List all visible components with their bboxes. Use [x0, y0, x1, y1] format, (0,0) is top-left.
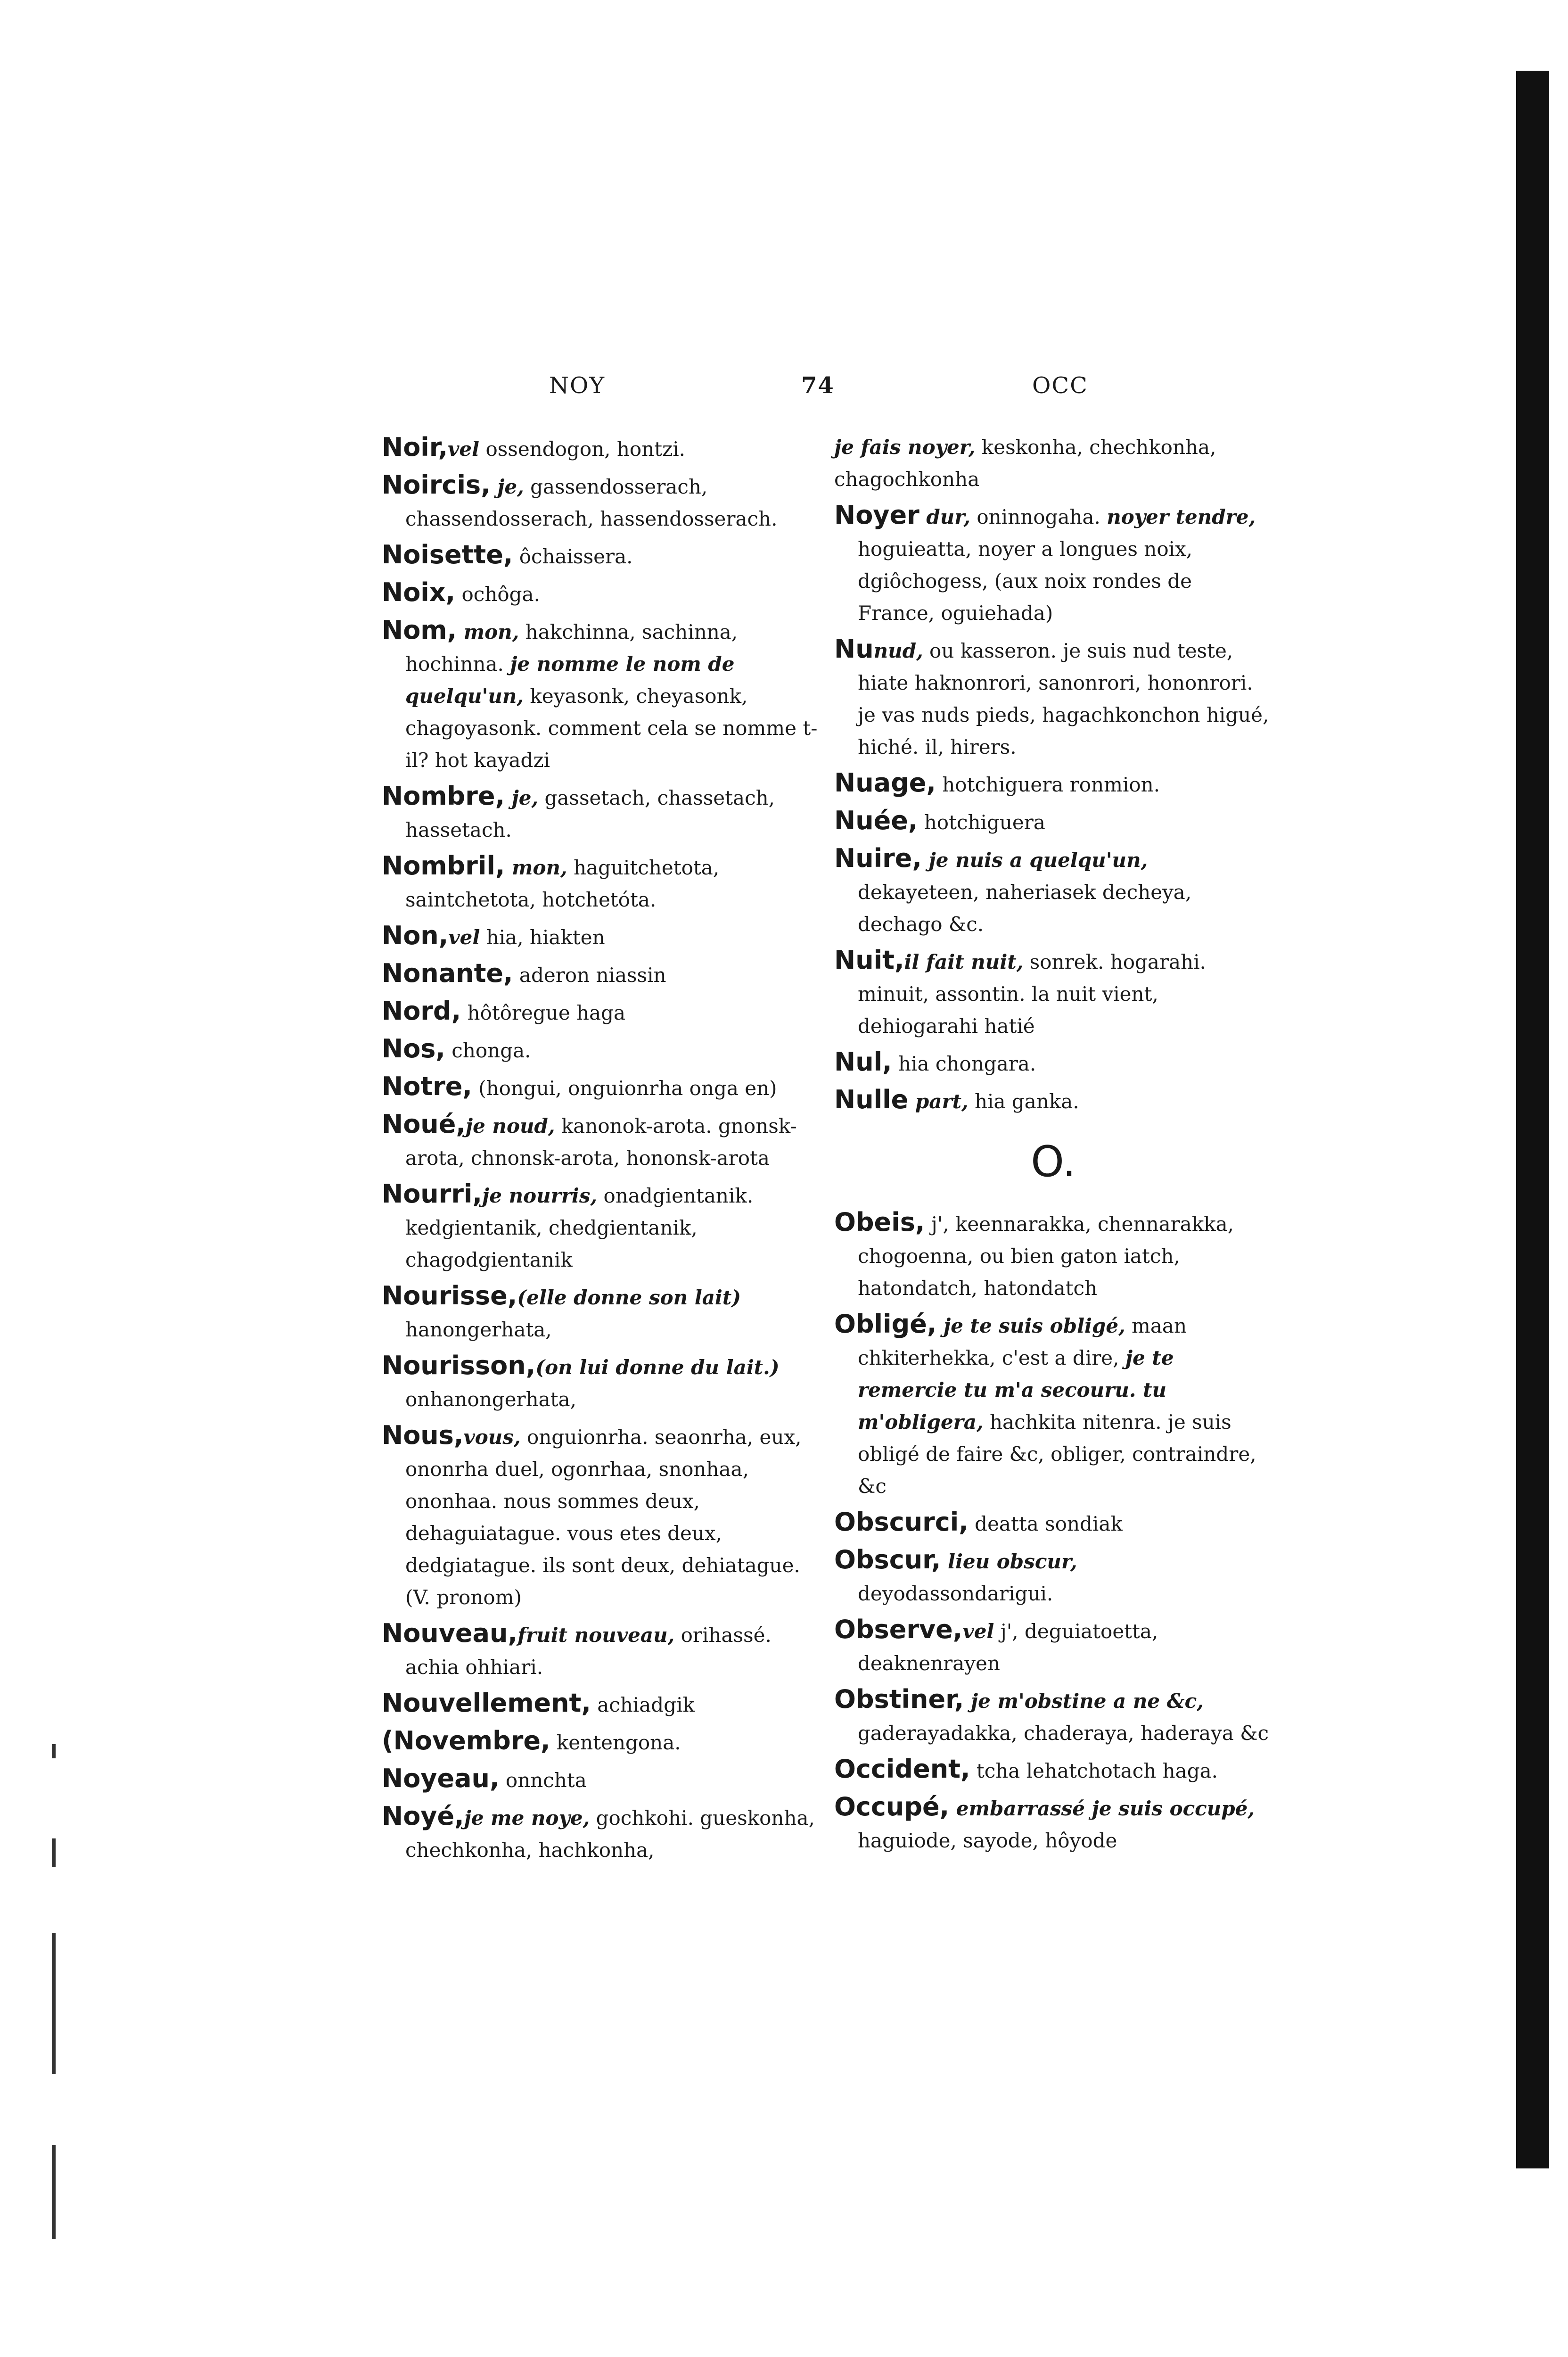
translation-text: oninnogaha.	[970, 505, 1107, 528]
italic-gloss: je nourris,	[482, 1184, 598, 1207]
dictionary-entry	[834, 431, 1272, 495]
translation-text: hôtôregue haga	[461, 1001, 626, 1024]
translation-text: gaderayadakka, chaderaya, haderaya &c	[858, 1722, 1269, 1745]
translation-text: j', deguiatoetta,	[994, 1620, 1158, 1643]
headword: Nord,	[382, 996, 461, 1026]
translation-text: hotchiguera	[918, 811, 1045, 834]
headword: Noyé,	[382, 1801, 464, 1831]
dictionary-entry	[382, 1350, 820, 1416]
translation-text: onnchta	[499, 1769, 587, 1792]
headword: Non,	[382, 921, 449, 950]
dictionary-entry	[834, 805, 1272, 839]
translation-text: ossendogon,	[479, 437, 617, 461]
translation-text: hanongerhata,	[405, 1318, 552, 1341]
italic-gloss: je noud,	[465, 1114, 555, 1137]
headword: Observe,	[834, 1615, 963, 1644]
headword: Nombril,	[382, 851, 505, 881]
translation-text: hakchinna, sachinna, hochinna.	[405, 620, 738, 676]
dictionary-entry	[834, 1046, 1272, 1080]
dictionary-entry	[382, 1725, 820, 1759]
headword: Obscur,	[834, 1545, 941, 1574]
translation-text: gassetach, chassetach, hassetach.	[405, 786, 775, 841]
headword: Nu	[834, 634, 874, 664]
italic-gloss: embarrassé je suis occupé,	[949, 1797, 1255, 1820]
dictionary-entry	[382, 995, 820, 1029]
italic-gloss: fruit nouveau,	[517, 1624, 675, 1647]
headword: Noir,	[382, 432, 448, 462]
translation-text: kentengona.	[550, 1731, 681, 1754]
translation-text: aderon niassin	[513, 964, 666, 987]
headword: Nuée,	[834, 806, 918, 835]
dictionary-entry	[834, 1753, 1272, 1787]
dictionary-entry	[834, 1791, 1272, 1857]
italic-gloss: vous,	[463, 1426, 521, 1449]
italic-gloss: mon,	[505, 856, 567, 879]
dictionary-entry	[382, 577, 820, 610]
translation-text: ou	[923, 639, 961, 662]
translation-text: hogarahi. minuit, assontin. la nuit vient, dehiogarahi hatié	[858, 950, 1206, 1038]
headword: Nouvellement,	[382, 1688, 591, 1718]
translation-text: hachkita nitenra. je suis obligé de faire &c, obliger, contraindre, &c	[858, 1410, 1256, 1498]
headword: Nom,	[382, 615, 457, 645]
translation-text: keskonha, chechkonha, chagochkonha	[834, 436, 1216, 491]
scan-mark	[52, 1744, 56, 1758]
scan-mark	[52, 2145, 56, 2239]
translation-text: hoguieatta, noyer a longues noix, dgiôchogess, (aux noix rondes de France, oguiehada)	[858, 537, 1193, 625]
italic-gloss: lieu obscur,	[941, 1550, 1077, 1573]
translation-text: gassendosserach, chassendosserach, hassendosserach.	[405, 475, 778, 530]
headword: Noué,	[382, 1109, 466, 1139]
dictionary-entry	[834, 633, 1272, 763]
headword: Nombre,	[382, 781, 505, 811]
translation-text: j', keennarakka, chennarakka, chogoenna, ou bien gaton iatch, hatondatch, hatondatch	[858, 1212, 1234, 1300]
translation-text: ochôga.	[455, 583, 540, 606]
italic-gloss: mon,	[457, 620, 519, 643]
headword: Nourri,	[382, 1179, 483, 1209]
headword: Nouveau,	[382, 1618, 517, 1648]
dictionary-entry	[834, 1308, 1272, 1502]
headword: Obscurci,	[834, 1507, 969, 1537]
running-head-left: NOY	[549, 372, 606, 399]
dictionary-entry	[834, 1084, 1272, 1118]
dictionary-entry	[382, 1419, 820, 1614]
italic-gloss: (elle donne son lait)	[517, 1286, 741, 1309]
headword: Nonante,	[382, 958, 513, 988]
headword: Nourisson,	[382, 1351, 536, 1380]
italic-gloss: je me noye,	[464, 1806, 590, 1830]
translation-text: hiakten	[529, 926, 605, 949]
dictionary-entry	[834, 767, 1272, 801]
headword: Obligé,	[834, 1309, 937, 1339]
italic-gloss: vel	[448, 437, 480, 461]
scan-mark	[52, 1933, 56, 2074]
translation-text: sonrek.	[1023, 950, 1110, 973]
italic-gloss: je nuis a quelqu'un,	[921, 849, 1148, 872]
headword: Nourisse,	[382, 1281, 517, 1310]
dictionary-entry	[382, 1071, 820, 1104]
dictionary-entry	[382, 1617, 820, 1683]
dictionary-entry	[382, 614, 820, 776]
scan-mark	[52, 1838, 56, 1867]
italic-gloss: vel	[962, 1620, 994, 1643]
dictionary-entry	[834, 1683, 1272, 1749]
italic-gloss: je nomme le nom de quelqu'un,	[405, 652, 735, 708]
dictionary-entry	[382, 1033, 820, 1067]
dictionary-entry	[834, 1614, 1272, 1680]
section-letter: O.	[1031, 1137, 1076, 1187]
translation-text: hotchiguera ronmion.	[936, 773, 1160, 796]
translation-text: onguionrha.	[520, 1426, 655, 1449]
dictionary-entry	[834, 1506, 1272, 1540]
translation-text: ôchaissera.	[513, 545, 633, 568]
italic-gloss: noyer tendre,	[1107, 505, 1256, 528]
translation-text: haguitchetota, saintchetota, hotchetóta.	[405, 856, 720, 911]
translation-text: seaonrha, eux, ononrha duel, ogonrhaa, snonhaa, ononhaa. nous sommes deux, dehaguiatague. vous etes deux, dedgiatague. ils sont deux, dehiatague. (V. pronom)	[405, 1426, 802, 1609]
translation-text: hia,	[480, 926, 530, 949]
dictionary-entry	[834, 1206, 1272, 1304]
dictionary-entry	[382, 1800, 820, 1866]
dictionary-entry	[834, 842, 1272, 940]
dictionary-entry	[382, 1280, 820, 1346]
italic-gloss: je,	[490, 475, 524, 498]
italic-gloss: il fait nuit,	[904, 950, 1024, 973]
translation-text: kedgientanik, chedgientanik, chagodgientanik	[405, 1216, 698, 1271]
page-number: 74	[801, 372, 835, 399]
italic-gloss: je m'obstine a ne &c,	[964, 1689, 1204, 1713]
dictionary-entry	[382, 539, 820, 573]
italic-gloss: je te suis obligé,	[936, 1314, 1125, 1337]
translation-text: deyodassondarigui.	[858, 1582, 1053, 1605]
italic-gloss: nud,	[873, 639, 923, 662]
left-column	[382, 431, 820, 1870]
dictionary-entry	[382, 780, 820, 846]
italic-gloss: part,	[908, 1090, 969, 1113]
translation-text: hia chongara.	[892, 1052, 1036, 1075]
headword: Nuit,	[834, 945, 904, 975]
translation-text: hontzi.	[616, 437, 686, 461]
dictionary-entry	[382, 1763, 820, 1797]
translation-text: hia ganka.	[968, 1090, 1079, 1113]
dictionary-entry	[382, 1687, 820, 1721]
translation-text: tcha lehatchotach haga.	[970, 1759, 1218, 1782]
translation-text: gochkohi.	[590, 1806, 700, 1830]
headword: Obeis,	[834, 1207, 925, 1237]
scan-edge-bar	[1516, 71, 1549, 2168]
translation-text: keyasonk, cheyasonk, chagoyasonk. comment cela se nomme t-il? hot kayadzi	[405, 684, 818, 772]
headword: (Novembre,	[382, 1726, 550, 1755]
headword: Occident,	[834, 1754, 970, 1784]
headword: Nos,	[382, 1034, 445, 1063]
headword: Notre,	[382, 1071, 472, 1101]
translation-text: kanonok-arota.	[555, 1114, 718, 1137]
translation-text: dekayeteen, naheriasek decheya, dechago &c.	[858, 881, 1192, 936]
right-column	[834, 431, 1272, 1861]
headword: Noisette,	[382, 540, 513, 569]
translation-text: achiadgik	[591, 1693, 695, 1716]
dictionary-entry	[382, 957, 820, 991]
translation-text: kasseron. je suis nud teste, hiate haknonrori, sanonrori, hononrori. je vas nuds pieds, hagachkonchon higué, hiché. il, hirers.	[858, 639, 1269, 758]
italic-gloss: je,	[504, 786, 539, 809]
headword: Nous,	[382, 1420, 464, 1450]
headword: Occupé,	[834, 1792, 950, 1821]
translation-text: gueskonha, chechkonha, hachkonha,	[405, 1806, 815, 1862]
headword: Obstiner,	[834, 1684, 964, 1714]
dictionary-entry	[382, 850, 820, 916]
translation-text: achia ohhiari.	[405, 1656, 543, 1679]
headword: Noix,	[382, 577, 456, 607]
dictionary-entry	[382, 431, 820, 465]
italic-gloss: je te remercie tu m'a secouru. tu m'obligera,	[858, 1346, 1174, 1434]
headword: Nuire,	[834, 843, 922, 873]
translation-text: gnonsk-arota, chnonsk-arota, hononsk-arota	[405, 1114, 797, 1170]
headword: Noircis,	[382, 470, 491, 500]
headword: Noyeau,	[382, 1764, 500, 1793]
dictionary-entry	[382, 469, 820, 535]
translation-text: onhanongerhata,	[405, 1388, 576, 1411]
headword: Nul,	[834, 1047, 892, 1077]
dictionary-entry	[382, 1108, 820, 1174]
translation-text: (hongui, onguionrha onga en)	[472, 1077, 777, 1100]
translation-text: haguiode, sayode, hôyode	[858, 1829, 1117, 1852]
italic-gloss: (on lui donne du lait.)	[535, 1356, 780, 1379]
translation-text: deaknenrayen	[858, 1652, 1000, 1675]
translation-text: onadgientanik.	[597, 1184, 754, 1207]
translation-text: maan chkiterhekka, c'est a dire,	[858, 1314, 1187, 1369]
dictionary-entry	[834, 1544, 1272, 1610]
translation-text: orihassé.	[674, 1624, 772, 1647]
dictionary-entry	[834, 944, 1272, 1042]
running-head-right: OCC	[1032, 372, 1088, 399]
dictionary-entry	[382, 1178, 820, 1276]
italic-gloss: je fais noyer,	[834, 436, 976, 459]
translation-text: deatta sondiak	[968, 1512, 1123, 1535]
headword: Nulle	[834, 1085, 909, 1114]
translation-text: chonga.	[445, 1039, 531, 1062]
italic-gloss: vel	[448, 926, 480, 949]
headword: Nuage,	[834, 768, 936, 798]
italic-gloss: dur,	[919, 505, 970, 528]
dictionary-entry	[834, 499, 1272, 629]
dictionary-entry	[382, 920, 820, 954]
headword: Noyer	[834, 500, 919, 530]
